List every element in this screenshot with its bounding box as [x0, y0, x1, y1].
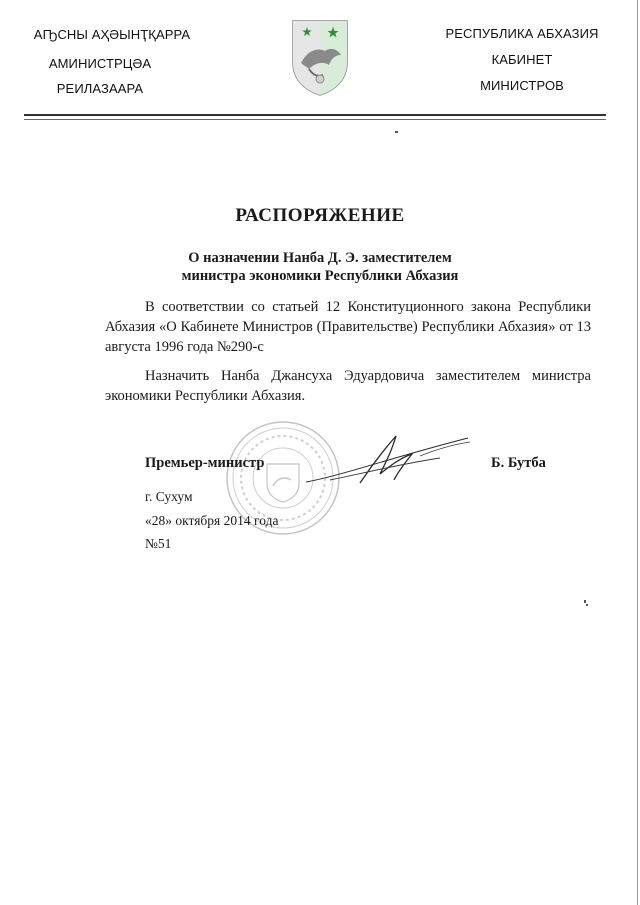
scan-speck: [586, 604, 588, 606]
signatory-position: Премьер-министр: [145, 455, 265, 471]
document-title: РАСПОРЯЖЕНИЕ: [235, 205, 405, 226]
subtitle-line-1: О назначении Нанба Д. Э. заместителем: [188, 250, 452, 266]
scan-speck: [395, 131, 398, 133]
place-of-issue: г. Сухум: [145, 489, 193, 504]
issue-date: «28» октября 2014 года: [145, 513, 279, 528]
signatory-name: Б. Бутба: [491, 455, 546, 471]
header-right-line-3: МИНИСТРОВ: [480, 78, 564, 93]
header-left-line-2: АМИНИСТРЦӘА: [48, 56, 152, 71]
document-number: №51: [145, 536, 172, 551]
header-rule-thin: [24, 119, 606, 120]
handwritten-signature-icon: [300, 428, 475, 488]
header-right-line-2: КАБИНЕТ: [491, 52, 553, 67]
scan-speck: [584, 600, 586, 603]
paragraph-legal-basis: В соответствии со статьей 12 Конституционного закона Республики Абхазия «О Кабинете Министров (Правительстве) Республики Абхазия» от 13 августа 1996 года №290-с: [105, 299, 591, 355]
header-rule-thick: [24, 114, 606, 116]
header-right-line-1: РЕСПУБЛИКА АБХАЗИЯ: [445, 26, 599, 41]
subtitle-line-2: министра экономики Республики Абхазия: [181, 268, 459, 284]
coat-of-arms-icon: [287, 17, 353, 97]
paragraph-appointment: Назначить Нанба Джансуха Эдуардовича заместителем министра экономики Республики Абхазия.: [105, 368, 591, 404]
header-left-line-3: РЕИЛАЗААРА: [56, 81, 144, 96]
header-left-line-1: АҦСНЫ АҲӘЫНҬҚАРРА: [33, 27, 191, 42]
document-subtitle: [0, 249, 640, 285]
scan-edge: [637, 0, 638, 905]
